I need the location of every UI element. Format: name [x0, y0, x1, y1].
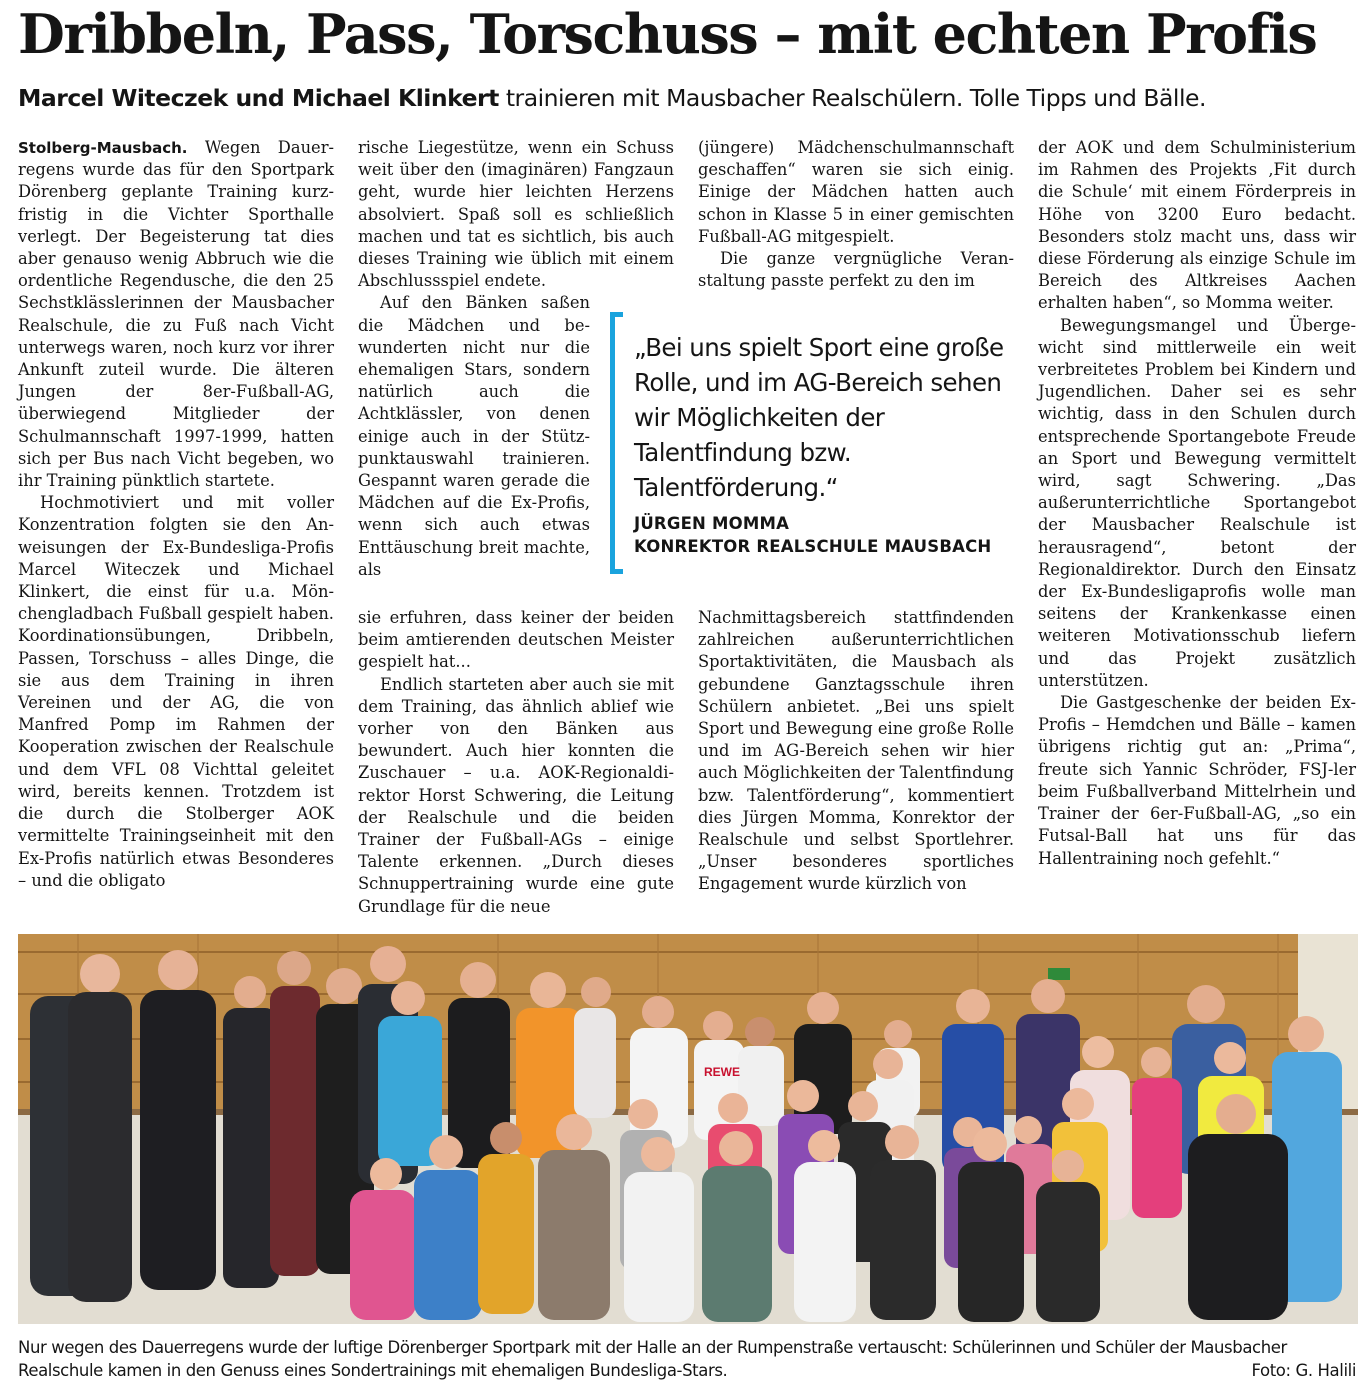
photo-caption — [18, 1336, 1358, 1384]
jersey-lettering: REWE — [704, 1065, 740, 1079]
paragraph: Auf den Bänken saßen die Mädchen und bewunderten nicht nur die ehemaligen Stars, sondern natürlich auch die Achtklässler, von denen einige auch in der Stützpunktauswahl trainieren. Gespannt waren gerade die Mädchen auf die Ex-Profis, wenn sich auch etwas Enttäuschung breit machte, als — [358, 293, 590, 579]
quote-attribution — [634, 512, 1024, 558]
paragraph: Die Gastgeschenke der beiden Ex-Profis – Hemdchen und Bälle – kamen übrigens richtig gut an: „Prima“, freute sich Yannic Schröder, FSJ-ler beim Fußballverband Mittelrhein und Trainer der 6er-Fußball-AG, „so ein Futsal-Ball hat uns für das Hallentraining noch gefehlt.“ — [1038, 693, 1356, 868]
group-photo — [18, 934, 1358, 1324]
dateline: Stolberg-Mausbach. — [18, 139, 188, 157]
quote-author-role: KONREKTOR REALSCHULE MAUSBACH — [634, 537, 992, 556]
quote-text: „Bei uns spielt Sport eine große Rolle, und im AG-Bereich sehen wir Möglichkeiten der Talentfindung bzw. Talentförderung.“ — [634, 333, 1004, 502]
article-column-4 — [1038, 137, 1356, 917]
paragraph-intro — [18, 137, 334, 492]
pull-quote — [610, 312, 1020, 576]
paragraph: rische Liegestütze, wenn ein Schuss weit über den (imaginären) Fangzaun geht, wurde hier leichten Herzens absolviert. Spaß soll es schließlich machen und tat es sichtlich, bis auch dieses Training wie üblich mit einem Abschlussspiel endete. — [358, 138, 674, 291]
paragraph-intro-text: Wegen Dauerregens wurde das für den Sportpark Dörenberg geplante Training kurzfristig in die Vichter Sporthalle verlegt. Der Begeisterung tat dies aber genauso wenig Abbruch wie die ordentliche Regendusche, die den 25 Sechstklässlerinnen der Mausbacher Realschule, die zu Fuß nach Vicht unterwegs waren, noch kurz vor ihrer Ankunft zuteil wurde. Die älteren Jungen der 8er-Fußball-AG, überwiegend Mitglieder der Schulmannschaft 1997-1999, hatten sich per Bus nach Vicht begeben, wo ihr Training pünktlich startete. — [18, 138, 334, 491]
quote-bracket — [610, 312, 623, 574]
paragraph: Hochmotiviert und mit voller Konzentration folgten sie den Anweisungen der Ex-Bundesliga-Profis Marcel Witeczek und Michael Klinkert, die einst für u.a. Mönchengladbach Fußball gespielt haben. Koordinationsübungen, Dribbeln, Passen, Torschuss – alles Dinge, die sie aus dem Training in ihren Vereinen und der AG, die von Manfred Pomp im Rahmen der Kooperation zwischen der Realschule und dem VFL 08 Vichttal geleitet wird, bereits kennen. Trotzdem ist die durch die Stolberger AOK vermittelte Trainingseinheit mit den Ex-Profis natürlich etwas Besonderes – und die obligato — [18, 493, 334, 890]
paragraph: Nachmittagsbereich stattfindenden zahlreichen außerunterrichtlichen Sportaktivitäten, die Mausbach als gebundene Ganztagsschule ihren Schülern anbietet. „Bei uns spielt Sport und Bewegung eine große Rolle und im AG-Bereich sehen wir hier auch Möglichkeiten der Talentfindung bzw. Talentförderung“, kommentiert dies Jürgen Momma, Konrektor der Realschule und selbst Sportlehrer. „Unser besonderes sportliches Engagement wurde kürzlich von — [698, 608, 1014, 894]
article-headline: Dribbeln, Pass, Torschuss – mit echten Profis — [18, 2, 1317, 66]
article-column-3-bottom — [698, 607, 1014, 917]
subline-text: trainieren mit Mausbacher Realschülern. Tolle Tipps und Bälle. — [498, 84, 1206, 112]
group-photo-illustration — [18, 934, 1358, 1324]
paragraph: Bewegungsmangel und Übergewicht sind mittlerweile ein weit verbreitetes Problem bei Kindern und Jugendlichen. Daher sei es sehr wichtig, dass in den Schulen durch entsprechende Sportangebote Freude an Sport und Bewegung vermittelt wird, sagt Schwering. „Das außerunterrichtliche Sportangebot der Mausbacher Realschule ist herausragend“, betont der Regionaldirektor. Durch den Einsatz der Ex-Bundesligaprofis wolle man seitens der Krankenkasse einen weiteren Motivationsschub liefern und das Projekt zusätzlich unterstützen. — [1038, 315, 1356, 690]
paragraph: sie erfuhren, dass keiner der beiden beim amtierenden deutschen Meister gespielt hat... — [358, 608, 674, 672]
article-subline — [18, 80, 1348, 116]
paragraph: Endlich starteten aber auch sie mit dem Training, das ähnlich ablief wie vorher von den Bänken aus bewundert. Auch hier konnten die Zuschauer – u.a. AOK-Regionaldirektor Horst Schwering, die Leitung der Realschule und die beiden Trainer der Fußball-AGs – einige Talente erkennen. „Durch dieses Schnuppertraining wurde eine gute Grundlage für die neue — [358, 674, 674, 916]
article-column-3-top — [698, 137, 1014, 297]
subline-bold-names: Marcel Witeczek und Michael Klinkert — [18, 84, 499, 112]
quote-author-name: JÜRGEN MOMMA — [634, 514, 790, 533]
paragraph: Die ganze vergnügliche Veranstaltung passte perfekt zu den im — [698, 249, 1014, 291]
photo-caption-text: Nur wegen des Dauerregens wurde der luftige Dörenberger Sportpark mit der Halle an der Rumpenstraße vertauscht: Schülerinnen und Schüler der Mausbacher Realschule kamen in den Genuss eines Sondertrainings mit ehemaligen Bundesliga-Stars. — [18, 1338, 1287, 1380]
paragraph: (jüngere) Mädchenschulmannschaft geschaffen“ waren sie sich einig. Einige der Mädchen hatten auch schon in Klasse 5 in einer gemischten Fußball-AG mitgespielt. — [698, 138, 1014, 246]
photo-credit: Foto: G. Halili — [1251, 1361, 1356, 1380]
article-column-1 — [18, 137, 334, 917]
paragraph: der AOK und dem Schulministerium im Rahmen des Projekts ‚Fit durch die Schule‘ mit einem Förderpreis in Höhe von 3200 Euro bedacht. Besonders stolz macht uns, dass wir diese Förderung als einzige Schule im Bereich des Altkreises Aachen erhalten haben“, so Momma weiter. — [1038, 138, 1356, 313]
article-column-2-bottom — [358, 607, 674, 917]
